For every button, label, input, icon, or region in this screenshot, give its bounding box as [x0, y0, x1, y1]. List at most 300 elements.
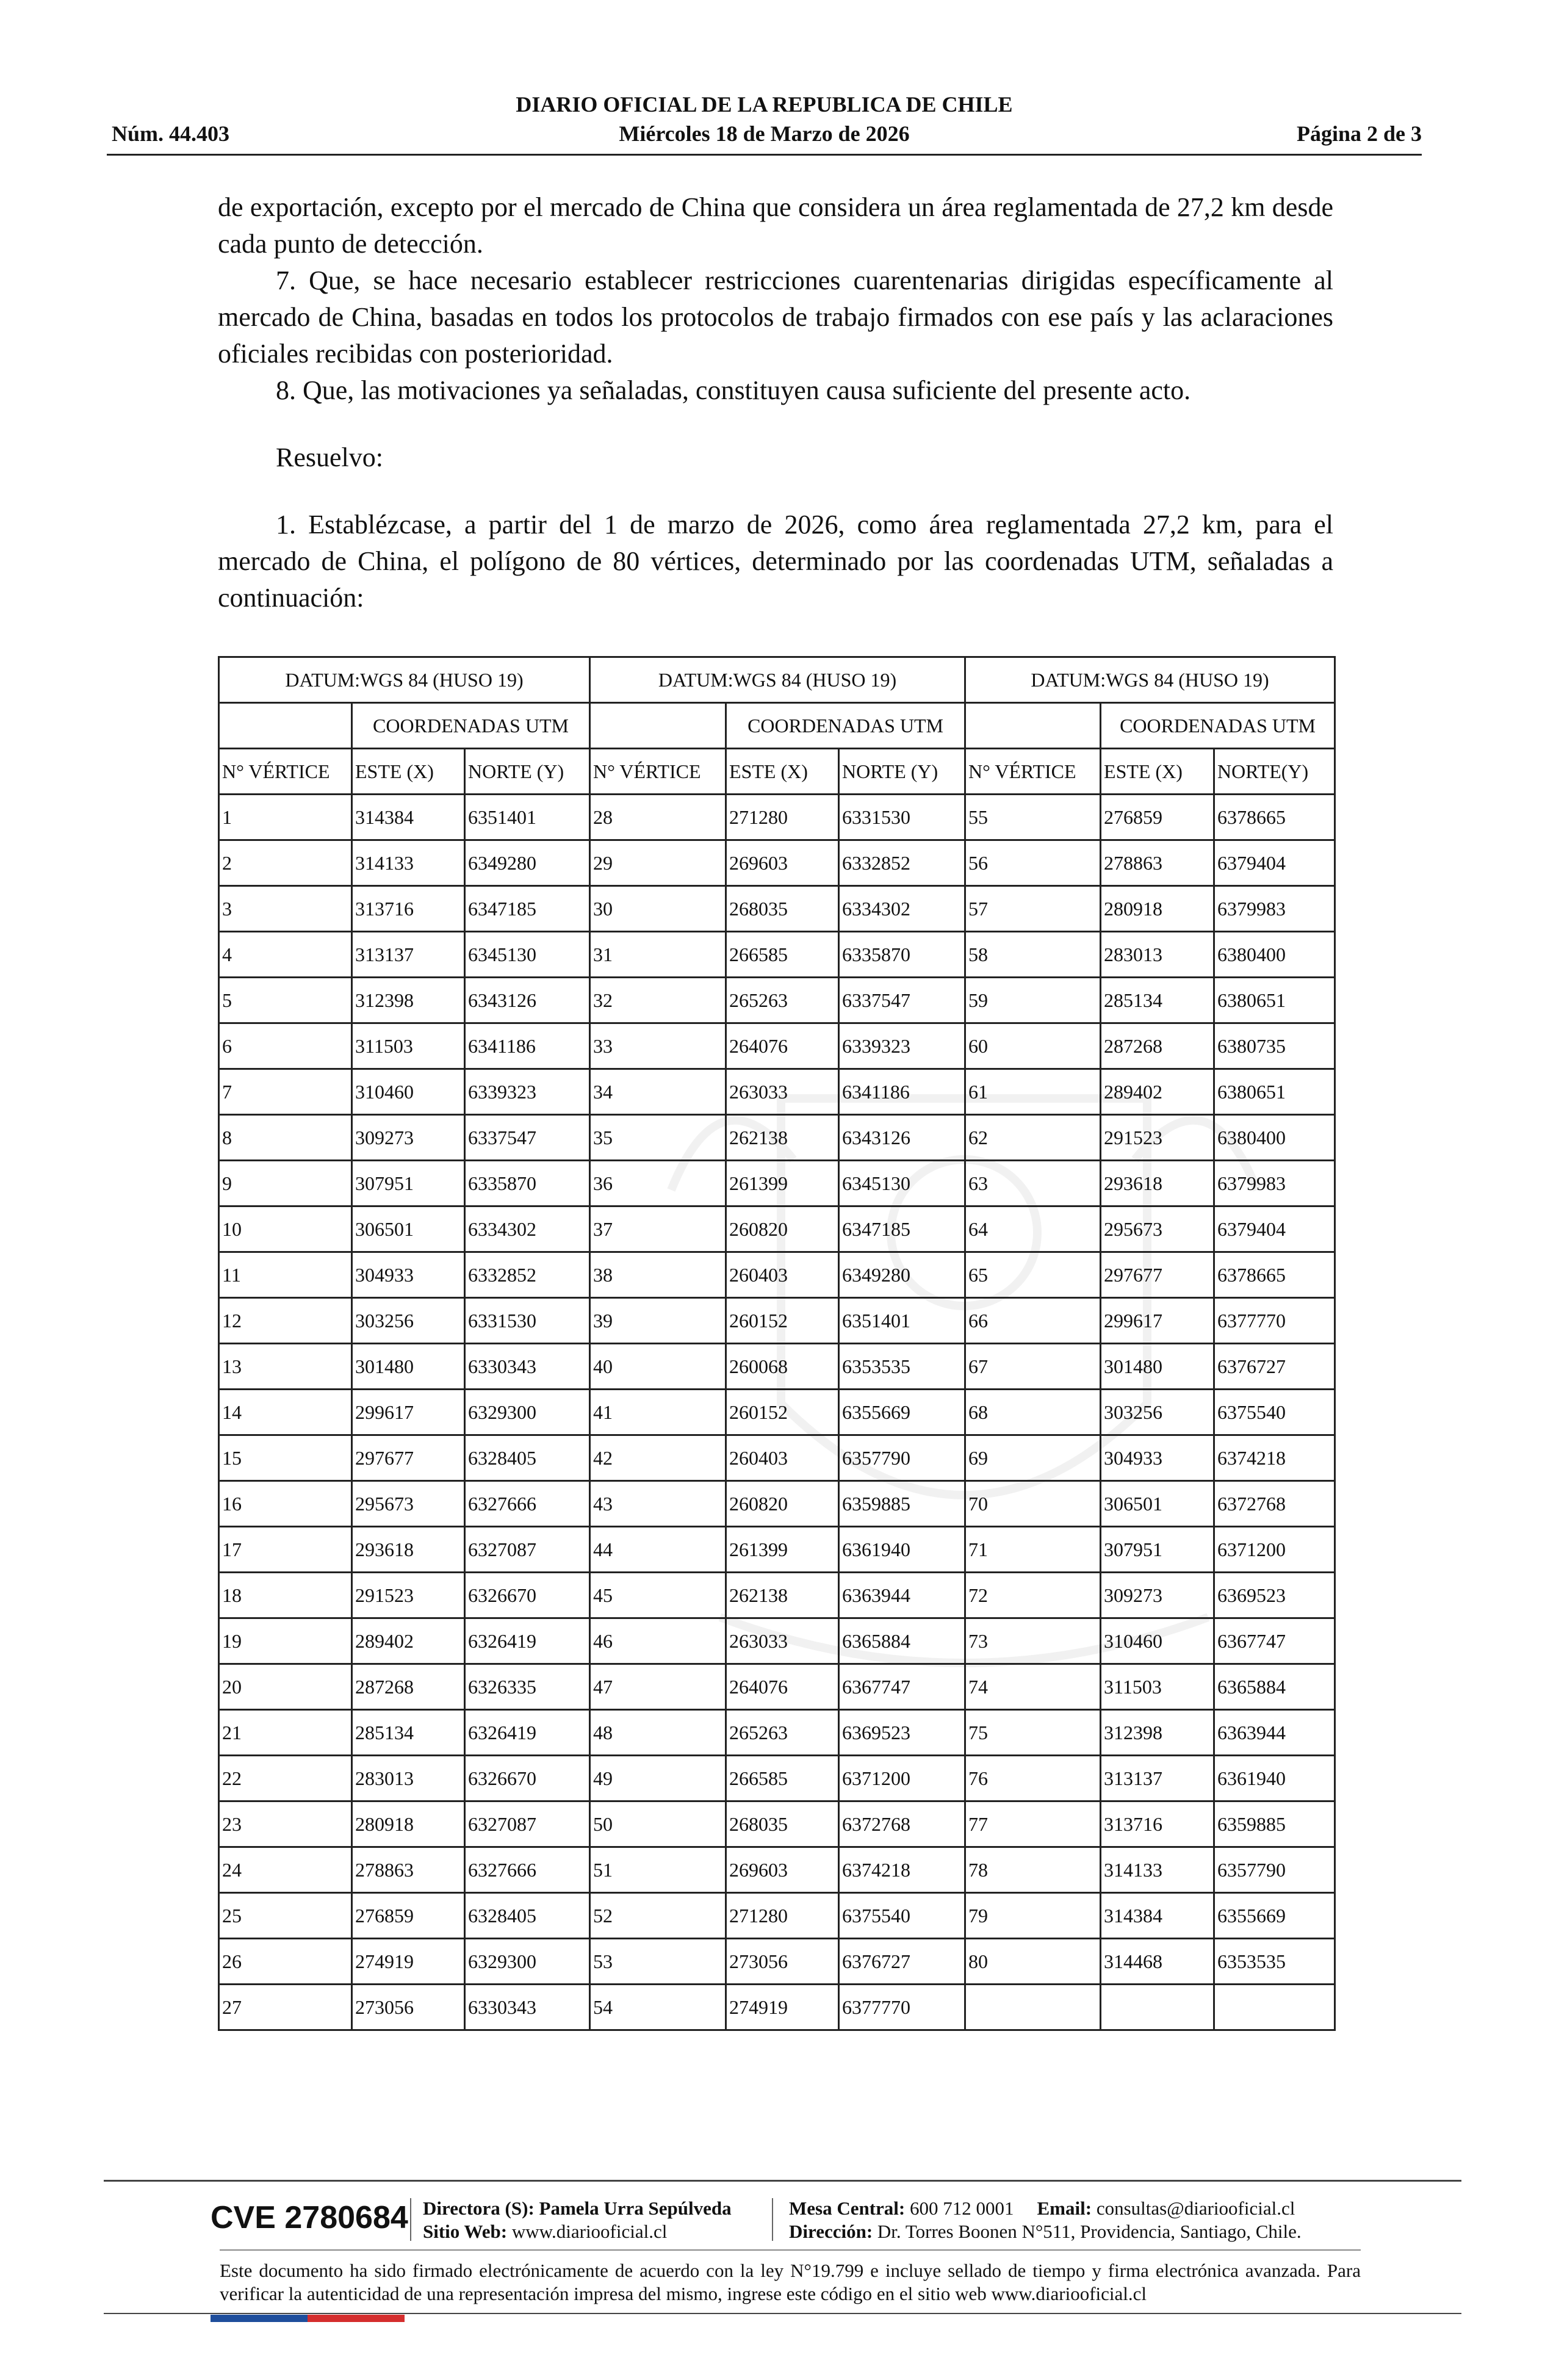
table-row: [219, 1390, 1335, 1435]
north-coordinate-cell: 6372768: [839, 1801, 965, 1847]
north-coordinate-cell: 6332852: [839, 840, 965, 886]
east-coordinate-cell: 260152: [726, 1298, 839, 1344]
vertex-number-cell: 44: [590, 1527, 726, 1573]
table-row: [219, 1985, 1335, 2030]
vertex-number-cell: 66: [965, 1298, 1101, 1344]
coord-label-cell: COORDENADAS UTM: [1101, 703, 1335, 749]
vertex-number-cell: 29: [590, 840, 726, 886]
vertex-number-cell: 25: [219, 1893, 352, 1939]
vertex-number-cell: 32: [590, 978, 726, 1023]
east-coordinate-cell: 264076: [726, 1664, 839, 1710]
east-coordinate-cell: 299617: [352, 1390, 465, 1435]
east-coordinate-cell: 295673: [352, 1481, 465, 1527]
north-coordinate-cell: 6335870: [465, 1161, 590, 1206]
north-coordinate-cell: 6347185: [465, 886, 590, 932]
page-footer: [104, 2185, 1461, 2362]
east-coordinate-cell: 274919: [726, 1985, 839, 2030]
north-coordinate-cell: 6347185: [839, 1206, 965, 1252]
issue-date: Miércoles 18 de Marzo de 2026: [619, 121, 910, 146]
flag-blue-segment: [211, 2315, 308, 2322]
east-coordinate-cell: 304933: [1101, 1435, 1214, 1481]
column-header-row: [219, 749, 1335, 795]
east-coordinate-cell: 289402: [352, 1618, 465, 1664]
vertex-number-cell: 79: [965, 1893, 1101, 1939]
vertex-number-cell: 43: [590, 1481, 726, 1527]
east-coordinate-cell: 268035: [726, 1801, 839, 1847]
vertex-number-cell: 48: [590, 1710, 726, 1756]
table-row: [219, 1481, 1335, 1527]
north-coordinate-cell: 6328405: [465, 1435, 590, 1481]
east-coordinate-cell: 303256: [1101, 1390, 1214, 1435]
vertex-number-cell: 28: [590, 795, 726, 840]
east-coordinate-cell: 314133: [352, 840, 465, 886]
vertex-number-cell: 5: [219, 978, 352, 1023]
director-name: Pamela Urra Sepúlveda: [539, 2198, 732, 2219]
east-coordinate-cell: 265263: [726, 978, 839, 1023]
vertex-number-cell: 27: [219, 1985, 352, 2030]
column-header: N° VÉRTICE: [965, 749, 1101, 795]
east-coordinate-cell: [1101, 1985, 1214, 2030]
east-coordinate-cell: 312398: [1101, 1710, 1214, 1756]
north-coordinate-cell: 6349280: [839, 1252, 965, 1298]
north-coordinate-cell: 6371200: [839, 1756, 965, 1801]
vertex-number-cell: 40: [590, 1344, 726, 1390]
vertex-number-cell: 39: [590, 1298, 726, 1344]
north-coordinate-cell: 6343126: [839, 1115, 965, 1161]
chile-flag-stripe-icon: [211, 2315, 405, 2322]
north-coordinate-cell: 6334302: [839, 886, 965, 932]
east-coordinate-cell: 280918: [1101, 886, 1214, 932]
vertex-number-cell: 74: [965, 1664, 1101, 1710]
utm-coordinates-table: [218, 656, 1336, 2031]
north-coordinate-cell: 6379404: [1214, 1206, 1335, 1252]
east-coordinate-cell: 266585: [726, 932, 839, 978]
north-coordinate-cell: 6355669: [1214, 1893, 1335, 1939]
north-coordinate-cell: 6341186: [839, 1069, 965, 1115]
east-coordinate-cell: 278863: [1101, 840, 1214, 886]
vertex-number-cell: 80: [965, 1939, 1101, 1985]
north-coordinate-cell: 6326335: [465, 1664, 590, 1710]
east-coordinate-cell: 280918: [352, 1801, 465, 1847]
vertex-number-cell: 68: [965, 1390, 1101, 1435]
vertex-number-cell: 12: [219, 1298, 352, 1344]
page-indicator: Página 2 de 3: [1296, 121, 1422, 146]
vertex-number-cell: 34: [590, 1069, 726, 1115]
east-coordinate-cell: 264076: [726, 1023, 839, 1069]
east-coordinate-cell: 278863: [352, 1847, 465, 1893]
north-coordinate-cell: 6326419: [465, 1618, 590, 1664]
signature-note: Este documento ha sido firmado electrónicamente de acuerdo con la ley N°19.799 e incluye sellado de tiempo y firma electrónica avanzada. Para verificar la autenticidad de una representación impresa del mismo, ingrese este código en el sitio web www.diariooficial.cl: [220, 2260, 1361, 2304]
east-coordinate-cell: 297677: [352, 1435, 465, 1481]
north-coordinate-cell: 6361940: [839, 1527, 965, 1573]
north-coordinate-cell: 6337547: [465, 1115, 590, 1161]
north-coordinate-cell: 6378665: [1214, 1252, 1335, 1298]
vertex-number-cell: 7: [219, 1069, 352, 1115]
footer-contact-block: [789, 2197, 1302, 2243]
table-row: [219, 1344, 1335, 1390]
north-coordinate-cell: 6353535: [839, 1344, 965, 1390]
north-coordinate-cell: 6369523: [839, 1710, 965, 1756]
north-coordinate-cell: 6361940: [1214, 1756, 1335, 1801]
phone-value: 600 712 0001: [910, 2198, 1014, 2219]
east-coordinate-cell: 260820: [726, 1481, 839, 1527]
vertex-number-cell: 45: [590, 1573, 726, 1618]
north-coordinate-cell: 6329300: [465, 1939, 590, 1985]
datum-row: [219, 657, 1335, 703]
vertex-number-cell: 47: [590, 1664, 726, 1710]
vertex-number-cell: 4: [219, 932, 352, 978]
vertex-number-cell: 3: [219, 886, 352, 932]
vertex-number-cell: 37: [590, 1206, 726, 1252]
east-coordinate-cell: 262138: [726, 1573, 839, 1618]
vertex-number-cell: 23: [219, 1801, 352, 1847]
empty-cell: [219, 703, 352, 749]
coord-label-cell: COORDENADAS UTM: [726, 703, 965, 749]
vertex-number-cell: 36: [590, 1161, 726, 1206]
table-row: [219, 1664, 1335, 1710]
vertex-number-cell: 60: [965, 1023, 1101, 1069]
vertex-number-cell: 59: [965, 978, 1101, 1023]
east-coordinate-cell: 271280: [726, 795, 839, 840]
vertex-number-cell: 56: [965, 840, 1101, 886]
east-coordinate-cell: 276859: [352, 1893, 465, 1939]
address-value: Dr. Torres Boonen N°511, Providencia, Santiago, Chile.: [877, 2221, 1302, 2242]
north-coordinate-cell: 6331530: [839, 795, 965, 840]
vertex-number-cell: 70: [965, 1481, 1101, 1527]
north-coordinate-cell: 6378665: [1214, 795, 1335, 840]
table-row: [219, 932, 1335, 978]
north-coordinate-cell: 6349280: [465, 840, 590, 886]
east-coordinate-cell: 274919: [352, 1939, 465, 1985]
empty-cell: [965, 703, 1101, 749]
north-coordinate-cell: 6353535: [1214, 1939, 1335, 1985]
flag-red-segment: [308, 2315, 405, 2322]
vertex-number-cell: 65: [965, 1252, 1101, 1298]
north-coordinate-cell: 6375540: [839, 1893, 965, 1939]
vertex-number-cell: 31: [590, 932, 726, 978]
vertex-number-cell: 19: [219, 1618, 352, 1664]
vertex-number-cell: 1: [219, 795, 352, 840]
footer-inner-divider: [220, 2249, 1361, 2251]
address-label: Dirección:: [789, 2221, 873, 2242]
north-coordinate-cell: 6380400: [1214, 932, 1335, 978]
footer-divider: [104, 2180, 1461, 2182]
vertex-number-cell: 2: [219, 840, 352, 886]
column-header: NORTE(Y): [1214, 749, 1335, 795]
north-coordinate-cell: 6359885: [839, 1481, 965, 1527]
website-label: Sitio Web:: [423, 2221, 508, 2242]
east-coordinate-cell: 269603: [726, 1847, 839, 1893]
datum-cell: DATUM:WGS 84 (HUSO 19): [965, 657, 1335, 703]
east-coordinate-cell: 262138: [726, 1115, 839, 1161]
vertex-number-cell: 16: [219, 1481, 352, 1527]
north-coordinate-cell: 6327666: [465, 1481, 590, 1527]
north-coordinate-cell: 6341186: [465, 1023, 590, 1069]
vertex-number-cell: 61: [965, 1069, 1101, 1115]
vertex-number-cell: 6: [219, 1023, 352, 1069]
east-coordinate-cell: 314384: [1101, 1893, 1214, 1939]
vertex-number-cell: 49: [590, 1756, 726, 1801]
north-coordinate-cell: 6367747: [1214, 1618, 1335, 1664]
east-coordinate-cell: 261399: [726, 1161, 839, 1206]
east-coordinate-cell: 314468: [1101, 1939, 1214, 1985]
east-coordinate-cell: 312398: [352, 978, 465, 1023]
east-coordinate-cell: 287268: [1101, 1023, 1214, 1069]
vertex-number-cell: 67: [965, 1344, 1101, 1390]
table-row: [219, 1573, 1335, 1618]
phone-label: Mesa Central:: [789, 2198, 906, 2219]
vertex-number-cell: 53: [590, 1939, 726, 1985]
vertex-number-cell: 46: [590, 1618, 726, 1664]
vertex-number-cell: 55: [965, 795, 1101, 840]
vertex-number-cell: 10: [219, 1206, 352, 1252]
east-coordinate-cell: 295673: [1101, 1206, 1214, 1252]
column-header: N° VÉRTICE: [590, 749, 726, 795]
north-coordinate-cell: 6359885: [1214, 1801, 1335, 1847]
east-coordinate-cell: 313137: [352, 932, 465, 978]
table-row: [219, 1847, 1335, 1893]
vertex-number-cell: 8: [219, 1115, 352, 1161]
column-header: ESTE (X): [1101, 749, 1214, 795]
vertex-number-cell: 14: [219, 1390, 352, 1435]
vertex-number-cell: 33: [590, 1023, 726, 1069]
vertex-number-cell: 9: [219, 1161, 352, 1206]
north-coordinate-cell: 6326670: [465, 1756, 590, 1801]
north-coordinate-cell: 6374218: [839, 1847, 965, 1893]
vertex-number-cell: 76: [965, 1756, 1101, 1801]
east-coordinate-cell: 306501: [1101, 1481, 1214, 1527]
vertex-number-cell: [965, 1985, 1101, 2030]
north-coordinate-cell: 6365884: [839, 1618, 965, 1664]
north-coordinate-cell: 6335870: [839, 932, 965, 978]
vertex-number-cell: 78: [965, 1847, 1101, 1893]
north-coordinate-cell: 6374218: [1214, 1435, 1335, 1481]
east-coordinate-cell: 260820: [726, 1206, 839, 1252]
table-row: [219, 1435, 1335, 1481]
east-coordinate-cell: 314133: [1101, 1847, 1214, 1893]
north-coordinate-cell: 6337547: [839, 978, 965, 1023]
east-coordinate-cell: 285134: [1101, 978, 1214, 1023]
table-row: [219, 1618, 1335, 1664]
east-coordinate-cell: 307951: [352, 1161, 465, 1206]
table-row: [219, 1206, 1335, 1252]
north-coordinate-cell: 6357790: [1214, 1847, 1335, 1893]
vertex-number-cell: 73: [965, 1618, 1101, 1664]
vertex-number-cell: 35: [590, 1115, 726, 1161]
east-coordinate-cell: 285134: [352, 1710, 465, 1756]
paragraph-8: 8. Que, las motivaciones ya señaladas, constituyen causa suficiente del presente acto.: [276, 375, 1191, 405]
east-coordinate-cell: 266585: [726, 1756, 839, 1801]
column-header: NORTE (Y): [465, 749, 590, 795]
email-label: Email:: [1037, 2198, 1092, 2219]
table-row: [219, 1893, 1335, 1939]
table-row: [219, 1756, 1335, 1801]
north-coordinate-cell: [1214, 1985, 1335, 2030]
north-coordinate-cell: 6377770: [1214, 1298, 1335, 1344]
east-coordinate-cell: 289402: [1101, 1069, 1214, 1115]
east-coordinate-cell: 269603: [726, 840, 839, 886]
vertex-number-cell: 20: [219, 1664, 352, 1710]
vertex-number-cell: 11: [219, 1252, 352, 1298]
vertex-number-cell: 57: [965, 886, 1101, 932]
north-coordinate-cell: 6363944: [839, 1573, 965, 1618]
north-coordinate-cell: 6379404: [1214, 840, 1335, 886]
north-coordinate-cell: 6327666: [465, 1847, 590, 1893]
east-coordinate-cell: 263033: [726, 1069, 839, 1115]
east-coordinate-cell: 313716: [352, 886, 465, 932]
email-link[interactable]: consultas@diariooficial.cl: [1096, 2198, 1295, 2219]
north-coordinate-cell: 6371200: [1214, 1527, 1335, 1573]
vertex-number-cell: 21: [219, 1710, 352, 1756]
paragraph-7: 7. Que, se hace necesario establecer restricciones cuarentenarias dirigidas específicamente al mercado de China, basadas en todos los protocolos de trabajo firmados con ese país y las aclaraciones oficiales recibidas con posterioridad.: [218, 265, 1333, 369]
north-coordinate-cell: 6380651: [1214, 1069, 1335, 1115]
north-coordinate-cell: 6357790: [839, 1435, 965, 1481]
vertex-number-cell: 75: [965, 1710, 1101, 1756]
vertex-number-cell: 30: [590, 886, 726, 932]
north-coordinate-cell: 6327087: [465, 1801, 590, 1847]
east-coordinate-cell: 301480: [1101, 1344, 1214, 1390]
north-coordinate-cell: 6365884: [1214, 1664, 1335, 1710]
footer-bottom-divider: [104, 2313, 1461, 2314]
gazette-title: DIARIO OFICIAL DE LA REPUBLICA DE CHILE: [516, 92, 1013, 117]
east-coordinate-cell: 293618: [352, 1527, 465, 1573]
north-coordinate-cell: 6326670: [465, 1573, 590, 1618]
east-coordinate-cell: 310460: [1101, 1618, 1214, 1664]
east-coordinate-cell: 260152: [726, 1390, 839, 1435]
east-coordinate-cell: 304933: [352, 1252, 465, 1298]
east-coordinate-cell: 307951: [1101, 1527, 1214, 1573]
footer-director-block: [423, 2197, 732, 2243]
north-coordinate-cell: 6377770: [839, 1985, 965, 2030]
vertex-number-cell: 63: [965, 1161, 1101, 1206]
east-coordinate-cell: 306501: [352, 1206, 465, 1252]
vertex-number-cell: 17: [219, 1527, 352, 1573]
east-coordinate-cell: 311503: [1101, 1664, 1214, 1710]
vertex-number-cell: 51: [590, 1847, 726, 1893]
body-text: [218, 189, 1333, 616]
vertex-number-cell: 42: [590, 1435, 726, 1481]
east-coordinate-cell: 311503: [352, 1023, 465, 1069]
east-coordinate-cell: 309273: [352, 1115, 465, 1161]
north-coordinate-cell: 6376727: [839, 1939, 965, 1985]
north-coordinate-cell: 6339323: [839, 1023, 965, 1069]
north-coordinate-cell: 6355669: [839, 1390, 965, 1435]
vertex-number-cell: 13: [219, 1344, 352, 1390]
website-link[interactable]: www.diariooficial.cl: [511, 2221, 668, 2242]
table-row: [219, 1298, 1335, 1344]
column-header: N° VÉRTICE: [219, 749, 352, 795]
table-row: [219, 1161, 1335, 1206]
vertex-number-cell: 24: [219, 1847, 352, 1893]
north-coordinate-cell: 6380735: [1214, 1023, 1335, 1069]
east-coordinate-cell: 291523: [352, 1573, 465, 1618]
east-coordinate-cell: 293618: [1101, 1161, 1214, 1206]
table-row: [219, 1710, 1335, 1756]
issue-number: Núm. 44.403: [112, 121, 230, 146]
page-header: [107, 92, 1422, 159]
north-coordinate-cell: 6331530: [465, 1298, 590, 1344]
vertex-number-cell: 22: [219, 1756, 352, 1801]
north-coordinate-cell: 6376727: [1214, 1344, 1335, 1390]
north-coordinate-cell: 6369523: [1214, 1573, 1335, 1618]
east-coordinate-cell: 260403: [726, 1435, 839, 1481]
coord-label-cell: COORDENADAS UTM: [352, 703, 590, 749]
empty-cell: [590, 703, 726, 749]
vertex-number-cell: 71: [965, 1527, 1101, 1573]
east-coordinate-cell: 265263: [726, 1710, 839, 1756]
vertex-number-cell: 26: [219, 1939, 352, 1985]
datum-cell: DATUM:WGS 84 (HUSO 19): [590, 657, 965, 703]
east-coordinate-cell: 261399: [726, 1527, 839, 1573]
east-coordinate-cell: 291523: [1101, 1115, 1214, 1161]
vertex-number-cell: 15: [219, 1435, 352, 1481]
paragraph-continuation: de exportación, excepto por el mercado de China que considera un área reglamentada de 27,2 km desde cada punto de detección.: [218, 192, 1333, 259]
north-coordinate-cell: 6379983: [1214, 1161, 1335, 1206]
column-header: ESTE (X): [726, 749, 839, 795]
east-coordinate-cell: 273056: [726, 1939, 839, 1985]
table-row: [219, 886, 1335, 932]
vertex-number-cell: 52: [590, 1893, 726, 1939]
north-coordinate-cell: 6372768: [1214, 1481, 1335, 1527]
east-coordinate-cell: 301480: [352, 1344, 465, 1390]
north-coordinate-cell: 6379983: [1214, 886, 1335, 932]
vertex-number-cell: 77: [965, 1801, 1101, 1847]
north-coordinate-cell: 6334302: [465, 1206, 590, 1252]
north-coordinate-cell: 6351401: [839, 1298, 965, 1344]
north-coordinate-cell: 6351401: [465, 795, 590, 840]
coord-label-row: [219, 703, 1335, 749]
table-row: [219, 795, 1335, 840]
east-coordinate-cell: 283013: [352, 1756, 465, 1801]
table-row: [219, 1527, 1335, 1573]
north-coordinate-cell: 6329300: [465, 1390, 590, 1435]
east-coordinate-cell: 303256: [352, 1298, 465, 1344]
table-row: [219, 978, 1335, 1023]
vertex-number-cell: 64: [965, 1206, 1101, 1252]
east-coordinate-cell: 299617: [1101, 1298, 1214, 1344]
east-coordinate-cell: 313716: [1101, 1801, 1214, 1847]
vertex-number-cell: 18: [219, 1573, 352, 1618]
north-coordinate-cell: 6339323: [465, 1069, 590, 1115]
column-header: NORTE (Y): [839, 749, 965, 795]
vertex-number-cell: 72: [965, 1573, 1101, 1618]
north-coordinate-cell: 6367747: [839, 1664, 965, 1710]
east-coordinate-cell: 273056: [352, 1985, 465, 2030]
east-coordinate-cell: 313137: [1101, 1756, 1214, 1801]
vertex-number-cell: 69: [965, 1435, 1101, 1481]
vertex-number-cell: 62: [965, 1115, 1101, 1161]
column-header: ESTE (X): [352, 749, 465, 795]
header-divider: [107, 154, 1422, 156]
footer-separator: [772, 2198, 773, 2241]
north-coordinate-cell: 6380400: [1214, 1115, 1335, 1161]
north-coordinate-cell: 6326419: [465, 1710, 590, 1756]
datum-cell: DATUM:WGS 84 (HUSO 19): [219, 657, 590, 703]
east-coordinate-cell: 283013: [1101, 932, 1214, 978]
north-coordinate-cell: 6327087: [465, 1527, 590, 1573]
north-coordinate-cell: 6330343: [465, 1344, 590, 1390]
table-row: [219, 1939, 1335, 1985]
north-coordinate-cell: 6345130: [465, 932, 590, 978]
east-coordinate-cell: 260068: [726, 1344, 839, 1390]
vertex-number-cell: 41: [590, 1390, 726, 1435]
table-row: [219, 1252, 1335, 1298]
north-coordinate-cell: 6343126: [465, 978, 590, 1023]
north-coordinate-cell: 6332852: [465, 1252, 590, 1298]
north-coordinate-cell: 6330343: [465, 1985, 590, 2030]
vertex-number-cell: 50: [590, 1801, 726, 1847]
vertex-number-cell: 38: [590, 1252, 726, 1298]
